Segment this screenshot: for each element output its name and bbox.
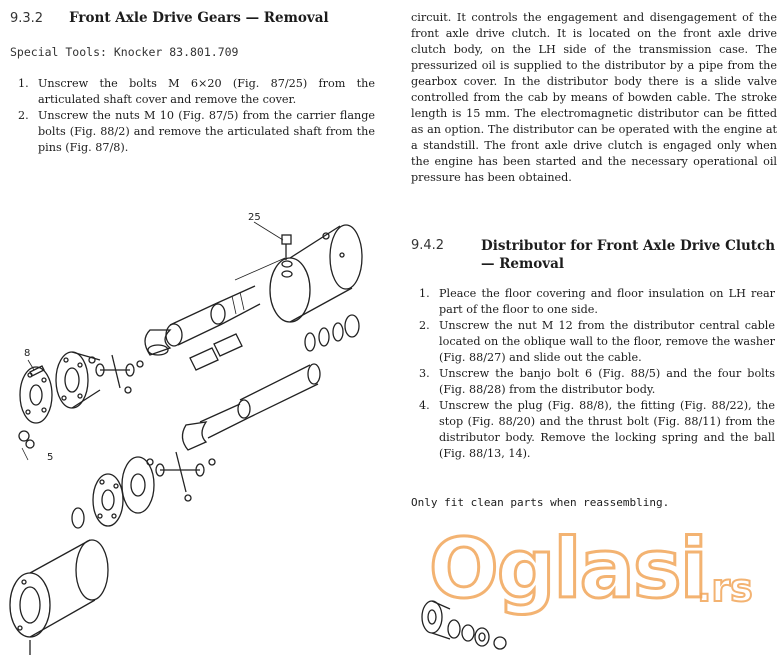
- removal-steps: [18, 76, 375, 156]
- closing-note: Only fit clean parts when reassembling.: [411, 496, 670, 509]
- section-number: 9.4.2: [411, 238, 445, 253]
- articulated-shaft-drawing: [0, 200, 390, 655]
- oglasi-watermark-logo: Oglasi .rs: [429, 522, 753, 617]
- list-item: 2. Unscrew the nut M 12 from the distributor central cable located on the oblique wall to the floor, remove the washer (Fig. 88/27) and slide out the cable.: [419, 319, 775, 364]
- list-item: 1. Pleace the floor covering and floor insulation on LH rear part of the floor to one side.: [419, 287, 775, 316]
- intro-paragraph: circuit. It controls the engagement and disengagement of the front axle drive clutch. It is located on the front axle drive clutch body, on the LH side of the transmission case. The pressurized oil is supplied to the distributor by a pipe from the gearbox cover. In the distributor body there is a slide valve controlled from the cab by means of bowden cable. The stroke length is 15 mm. The electromagnetic distributor can be fitted as an option. The distributor can be operated with the engine at a standstill. The front axle drive clutch is engaged only when the engine has been started and the necessary operational oil pressure has been obtained.: [411, 11, 777, 184]
- callout-8: 8: [24, 348, 31, 359]
- list-item: 3. Unscrew the banjo bolt 6 (Fig. 88/5) and the four bolts (Fig. 88/28) from the distributor body.: [419, 367, 775, 396]
- callout-25: 25: [248, 212, 261, 223]
- callout-5: 5: [47, 452, 54, 463]
- list-item: 2. Unscrew the nuts M 10 (Fig. 87/5) from the carrier flange bolts (Fig. 88/2) and remove the articulated shaft from the pins (Fig. 87/8).: [18, 109, 375, 154]
- list-item: 4. Unscrew the plug (Fig. 88/8), the fitting (Fig. 88/22), the stop (Fig. 88/20) and the thrust bolt (Fig. 88/11) from the distributor body. Remove the locking spring and the ball (Fig. 88/13, 14).: [419, 399, 775, 460]
- section-title-line-1: Distributor for Front Axle Drive Clutch: [481, 238, 776, 254]
- section-title-line-2: — Removal: [481, 256, 565, 272]
- distributor-steps: [419, 286, 775, 462]
- special-tools: Special Tools: Knocker 83.801.709: [10, 45, 239, 59]
- section-heading-932: [10, 10, 329, 26]
- section-number: 9.3.2: [10, 11, 44, 26]
- section-heading-942: [411, 238, 444, 253]
- list-item: 1. Unscrew the bolts M 6×20 (Fig. 87/25) from the articulated shaft cover and remove the cover.: [18, 77, 375, 106]
- section-title: Front Axle Drive Gears — Removal: [69, 10, 329, 26]
- distributor-drawing: [410, 595, 520, 655]
